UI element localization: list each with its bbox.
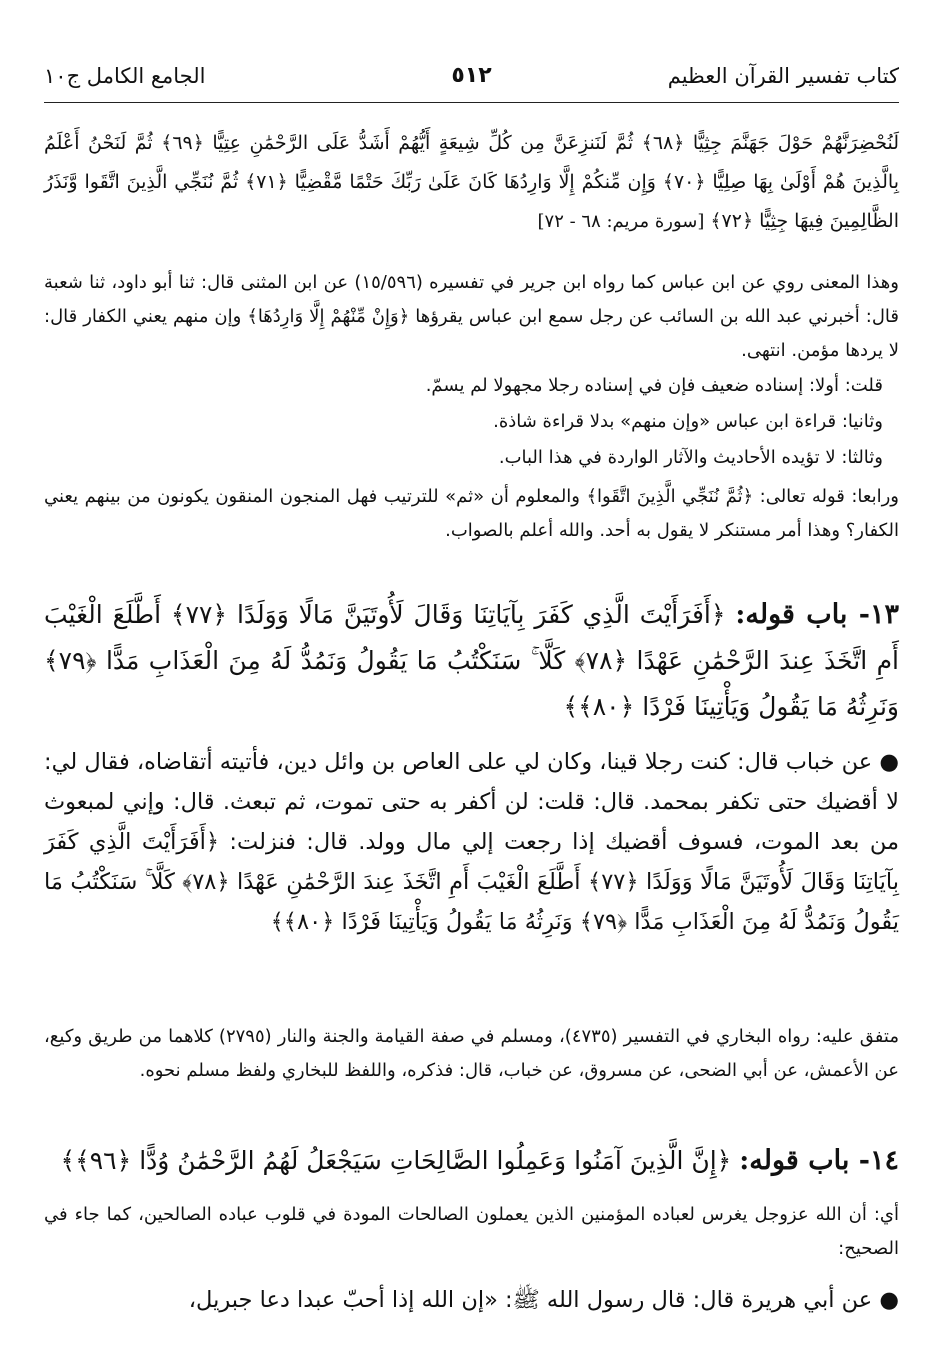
section-14-verse: ﴿إِنَّ الَّذِينَ آمَنُوا وَعَمِلُوا الصَّالِحَاتِ سَيَجْعَلُ لَهُمُ الرَّحْمَٰنُ وُدًّا ﴿٩٦﴾﴾ <box>60 1146 732 1175</box>
page-header <box>44 58 899 103</box>
hadith-khabbab: ● عن خباب قال: كنت رجلا قينا، وكان لي على العاص بن وائل دين، فأتيته أتقاضاه، فقال لي: لا أقضيك حتى تكفر بمحمد. قال: قلت: لن أكفر به حتى تموت، ثم تبعث. قال: وإني لمبعوث من بعد الموت، فسوف أقضيك إذا رجعت إلي مال وولد. قال: فنزلت: ﴿أَفَرَأَيْتَ الَّذِي كَفَرَ بِآيَاتِنَا وَقَالَ لَأُوتَيَنَّ مَالًا وَوَلَدًا ﴿٧٧﴾ أَطَّلَعَ الْغَيْبَ أَمِ اتَّخَذَ عِندَ الرَّحْمَٰنِ عَهْدًا ﴿٧٨﴾ كَلَّا ۚ سَنَكْتُبُ مَا يَقُولُ وَنَمُدُّ لَهُ مِنَ الْعَذَابِ مَدًّا ﴿٧٩﴾ وَنَرِثُهُ مَا يَقُولُ وَيَأْتِينَا فَرْدًا ﴿٨٠﴾﴾ <box>44 749 899 935</box>
section-13-label: ١٣- باب قوله: <box>735 599 899 630</box>
commentary-paragraph-3: أي: أن الله عزوجل يغرس لعباده المؤمنين الذين يعملون الصالحات المودة في قلوب عباده الصالحين، كما جاء في الصحيح: <box>44 1204 899 1259</box>
takhrij-paragraph: متفق عليه: رواه البخاري في التفسير (٤٧٣٥)، ومسلم في صفة القيامة والجنة والنار (٢٧٩٥) كلاهما من طريق وكيع، عن الأعمش، عن أبي الضحى، عن مسروق، عن خباب، قال: فذكره، واللفظ للبخاري ولفظ مسلم نحوه. <box>44 1026 899 1081</box>
hadith-abu-hurayra: ● عن أبي هريرة قال: قال رسول الله ﷺ: «إن الله إذا أحبّ عبدا دعا جبريل، <box>188 1287 899 1313</box>
note-first: قلت: أولا: إسناده ضعيف فإن في إسناده رجلا مجهولا لم يسمّ. <box>425 375 883 396</box>
page-number: ٥١٢ <box>451 63 492 88</box>
quran-verses-block <box>44 124 899 241</box>
note-third: وثالثا: لا تؤيده الأحاديث والآثار الواردة في هذا الباب. <box>498 447 883 468</box>
commentary-paragraph-1: وهذا المعنى روي عن ابن عباس كما رواه ابن جرير في تفسيره (١٥/٥٩٦) عن ابن المثنى قال: ثنا أبو داود، ثنا شعبة قال: أخبرني عبد الله بن السائب عن رجل سمع ابن عباس يقرؤها ﴿وَإِنْ مِّنْهُمْ إِلَّا وَارِدُهَا﴾ وإن منهم يعني الكفار قال: لا يردها مؤمن. انتهى. <box>44 272 899 361</box>
section-14-label: ١٤- باب قوله: <box>739 1145 899 1176</box>
section-13-heading <box>44 592 899 730</box>
section-13-verses: ﴿أَفَرَأَيْتَ الَّذِي كَفَرَ بِآيَاتِنَا وَقَالَ لَأُوتَيَنَّ مَالًا وَوَلَدًا ﴿٧٧﴾ أَطَّلَعَ الْغَيْبَ أَمِ اتَّخَذَ عِندَ الرَّحْمَٰنِ عَهْدًا ﴿٧٨﴾ كَلَّا ۚ سَنَكْتُبُ مَا يَقُولُ وَنَمُدُّ لَهُ مِنَ الْعَذَابِ مَدًّا ﴿٧٩﴾ وَنَرِثُهُ مَا يَقُولُ وَيَأْتِينَا فَرْدًا ﴿٨٠﴾﴾ <box>44 600 899 721</box>
section-14-heading <box>44 1138 899 1184</box>
commentary-paragraph-2: ورابعا: قوله تعالى: ﴿ثُمَّ نُنَجِّي الَّذِينَ اتَّقَوا﴾ والمعلوم أن «ثم» للترتيب فهل المنجون المنقون يكونون من بينهم يعني الكفار؟ وهذا أمر مستنكر لا يقول به أحد. والله أعلم بالصواب. <box>44 486 899 541</box>
surah-reference: [سورة مريم: ٦٨ - ٧٢] <box>537 211 705 232</box>
quran-verses: لَنُحْضِرَنَّهُمْ حَوْلَ جَهَنَّمَ جِثِيًّا ﴿٦٨﴾ ثُمَّ لَنَنزِعَنَّ مِن كُلِّ شِيعَةٍ أَيُّهُمْ أَشَدُّ عَلَى الرَّحْمَٰنِ عِتِيًّا ﴿٦٩﴾ ثُمَّ لَنَحْنُ أَعْلَمُ بِالَّذِينَ هُمْ أَوْلَىٰ بِهَا صِلِيًّا ﴿٧٠﴾ وَإِن مِّنكُمْ إِلَّا وَارِدُهَا كَانَ عَلَىٰ رَبِّكَ حَتْمًا مَّقْضِيًّا ﴿٧١﴾ ثُمَّ نُنَجِّي الَّذِينَ اتَّقَوا وَّنَذَرُ الظَّالِمِينَ فِيهَا جِثِيًّا ﴿٧٢﴾ <box>44 132 899 232</box>
volume-title: الجامع الكامل ج١٠ <box>44 64 206 88</box>
book-title: كتاب تفسير القرآن العظيم <box>667 64 899 88</box>
note-second: وثانيا: قراءة ابن عباس «وإن منهم» بدلا قراءة شاذة. <box>493 411 883 432</box>
